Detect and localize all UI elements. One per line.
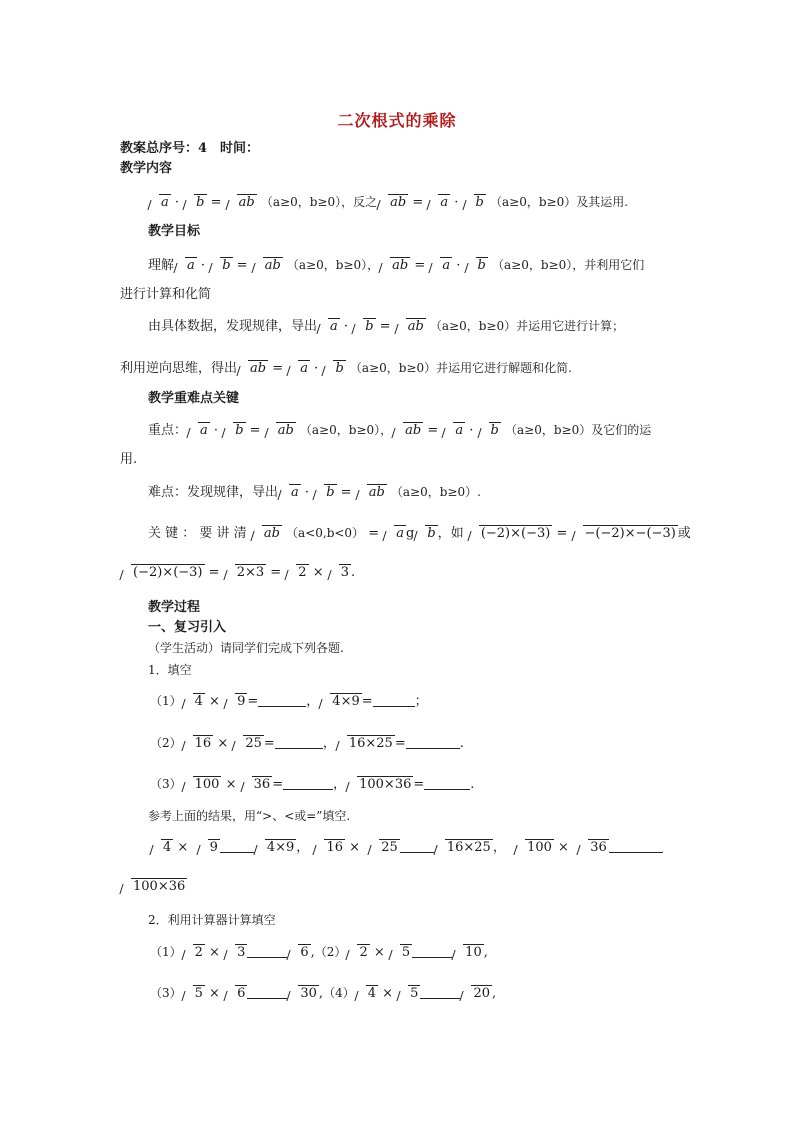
compare-line: 4 × 9 4×9 ， 16 × 25 16×25 ， 100 × 36	[150, 838, 663, 858]
question-1-3: （3） 100 × 36 = ， 100×36 = .	[150, 777, 475, 792]
key-point: 重点： a · b = ab （a≥0，b≥0）， ab = a · b （a≥0，b≥0）及它们的运	[148, 423, 652, 438]
objective-1-cont: 进行计算和化简	[120, 287, 212, 302]
page-title: 二次根式的乘除	[337, 111, 457, 130]
question-2-row-1: （1） 2 × 3 6 ,（2） 2 × 5 10 ,	[150, 945, 488, 960]
condition-text: （a≥0，b≥0），反之	[260, 195, 378, 209]
section-review: 一、复习引入	[148, 620, 227, 635]
compare-instruction: 参考上面的结果，用“>、<或=”填空.	[148, 809, 351, 823]
question-1-title: 1．填空	[148, 663, 192, 677]
crux-point: 关 键 ： 要 讲 清 ab （a<0,b<0） = a g b ，如 (−2)×(−3) = −(−2)×−(−3) 或	[148, 526, 691, 541]
objective-1: 理解 a · b = ab （a≥0，b≥0）， ab = a · b （a≥0，b≥0），并利用它们	[148, 258, 645, 273]
question-1-1: （1） 4 × 9 = ， 4×9 = ；	[150, 694, 428, 709]
objective-3: 利用逆向思维，得出 ab = a · b （a≥0，b≥0）并运用它进行解题和化简.	[120, 361, 572, 376]
question-1-2: （2） 16 × 25 = ， 16×25 = .	[150, 736, 464, 751]
question-2-title: 2．利用计算器计算填空	[148, 913, 276, 927]
objective-2: 由具体数据，发现规律，导出 a · b = ab （a≥0，b≥0）并运用它进行计算；	[148, 319, 625, 334]
crux-example: (−2)×(−3) = 2×3 = 2 × 3 .	[120, 563, 355, 583]
activity-text: （学生活动）请同学们完成下列各题.	[148, 641, 344, 655]
objectives-heading: 教学目标	[148, 224, 201, 239]
content-formula-line: a · b = ab （a≥0，b≥0），反之 ab = a · b （a≥0，b≥0）及其运用.	[148, 192, 628, 213]
difficult-point: 难点：发现规律，导出 a · b = ab （a≥0，b≥0）.	[148, 485, 481, 500]
condition-text: （a≥0，b≥0）及其运用.	[490, 195, 629, 209]
compare-line-cont: 100×36	[120, 877, 187, 897]
process-heading: 教学过程	[148, 600, 201, 615]
keypoints-heading: 教学重难点关键	[148, 391, 240, 406]
content-heading: 教学内容	[120, 161, 173, 176]
question-2-row-2: （3） 5 × 6 30 ,（4） 4 × 5 20 ,	[150, 986, 497, 1001]
serial-line: 教案总序号：4 时间：	[120, 141, 260, 156]
key-point-cont: 用.	[120, 452, 138, 467]
